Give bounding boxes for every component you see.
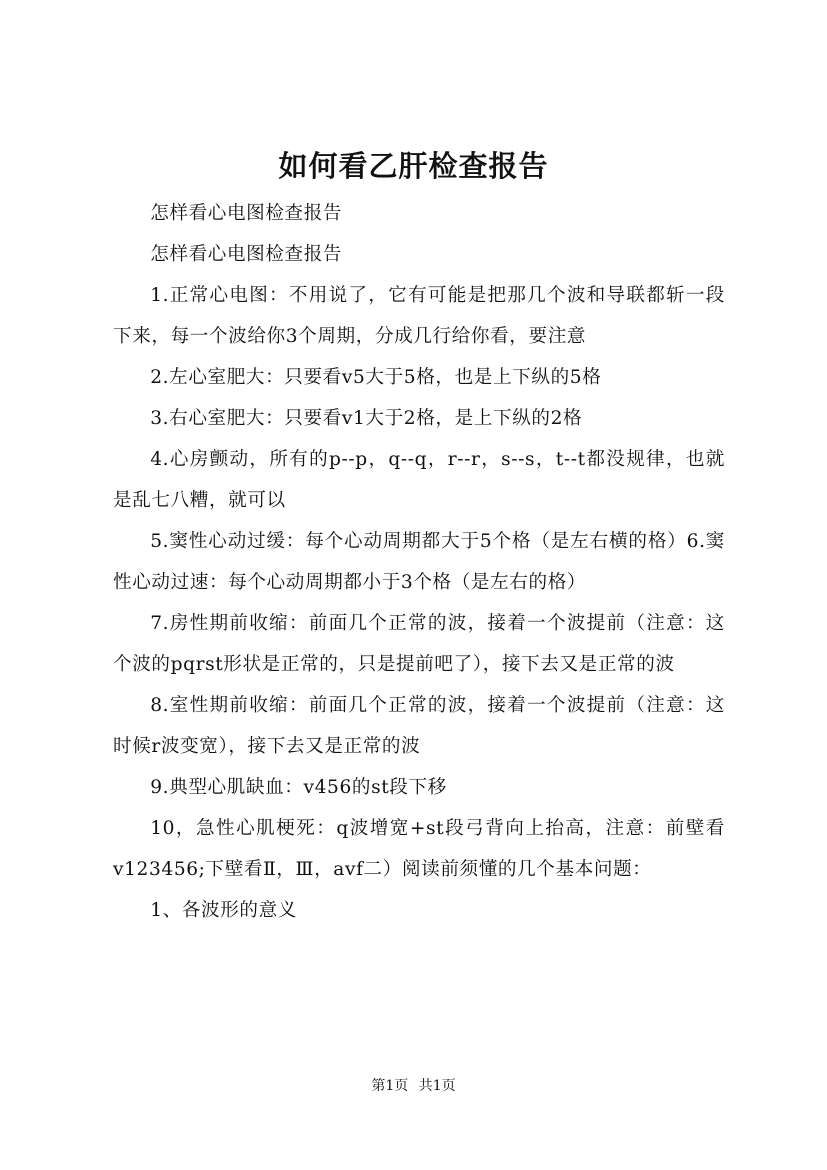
page-footer	[0, 1074, 827, 1098]
document-title: 如何看乙肝检查报告	[278, 149, 549, 183]
paragraph: 7.房性期前收缩：前面几个正常的波，接着一个波提前（注意：这个波的pqrst形状是正常的，只是提前吧了），接下去又是正常的波	[113, 613, 725, 675]
paragraph: 怎样看心电图检查报告	[150, 244, 343, 265]
paragraph: 8.室性期前收缩：前面几个正常的波，接着一个波提前（注意：这时候r波变宽），接下去又是正常的波	[113, 695, 725, 757]
paragraph: 3.右心室肥大：只要看v1大于2格，是上下纵的2格	[150, 408, 583, 429]
document-body	[113, 193, 725, 931]
paragraph: 9.典型心肌缺血：v456的st段下移	[150, 777, 447, 798]
paragraph: 4.心房颤动，所有的p--p，q--q，r--r，s--s，t--t都没规律，也就是乱七八糟，就可以	[113, 449, 725, 511]
paragraph: 怎样看心电图检查报告	[150, 203, 343, 224]
page-number: 第1页	[371, 1078, 409, 1094]
paragraph: 2.左心室肥大：只要看v5大于5格，也是上下纵的5格	[150, 367, 602, 388]
paragraph: 1.正常心电图：不用说了，它有可能是把那几个波和导联都斩一段下来，每一个波给你3个周期，分成几行给你看，要注意	[113, 285, 725, 347]
paragraph: 5.窦性心动过缓：每个心动周期都大于5个格（是左右横的格）6.窦性心动过速：每个心动周期都小于3个格（是左右的格）	[113, 531, 725, 593]
paragraph: 10，急性心肌梗死：q波增宽+st段弓背向上抬高，注意：前壁看v123456;下壁看Ⅱ，Ⅲ，avf二）阅读前须懂的几个基本问题：	[113, 818, 725, 880]
paragraph: 1、各波形的意义	[150, 900, 297, 921]
page-total: 共1页	[418, 1078, 456, 1094]
